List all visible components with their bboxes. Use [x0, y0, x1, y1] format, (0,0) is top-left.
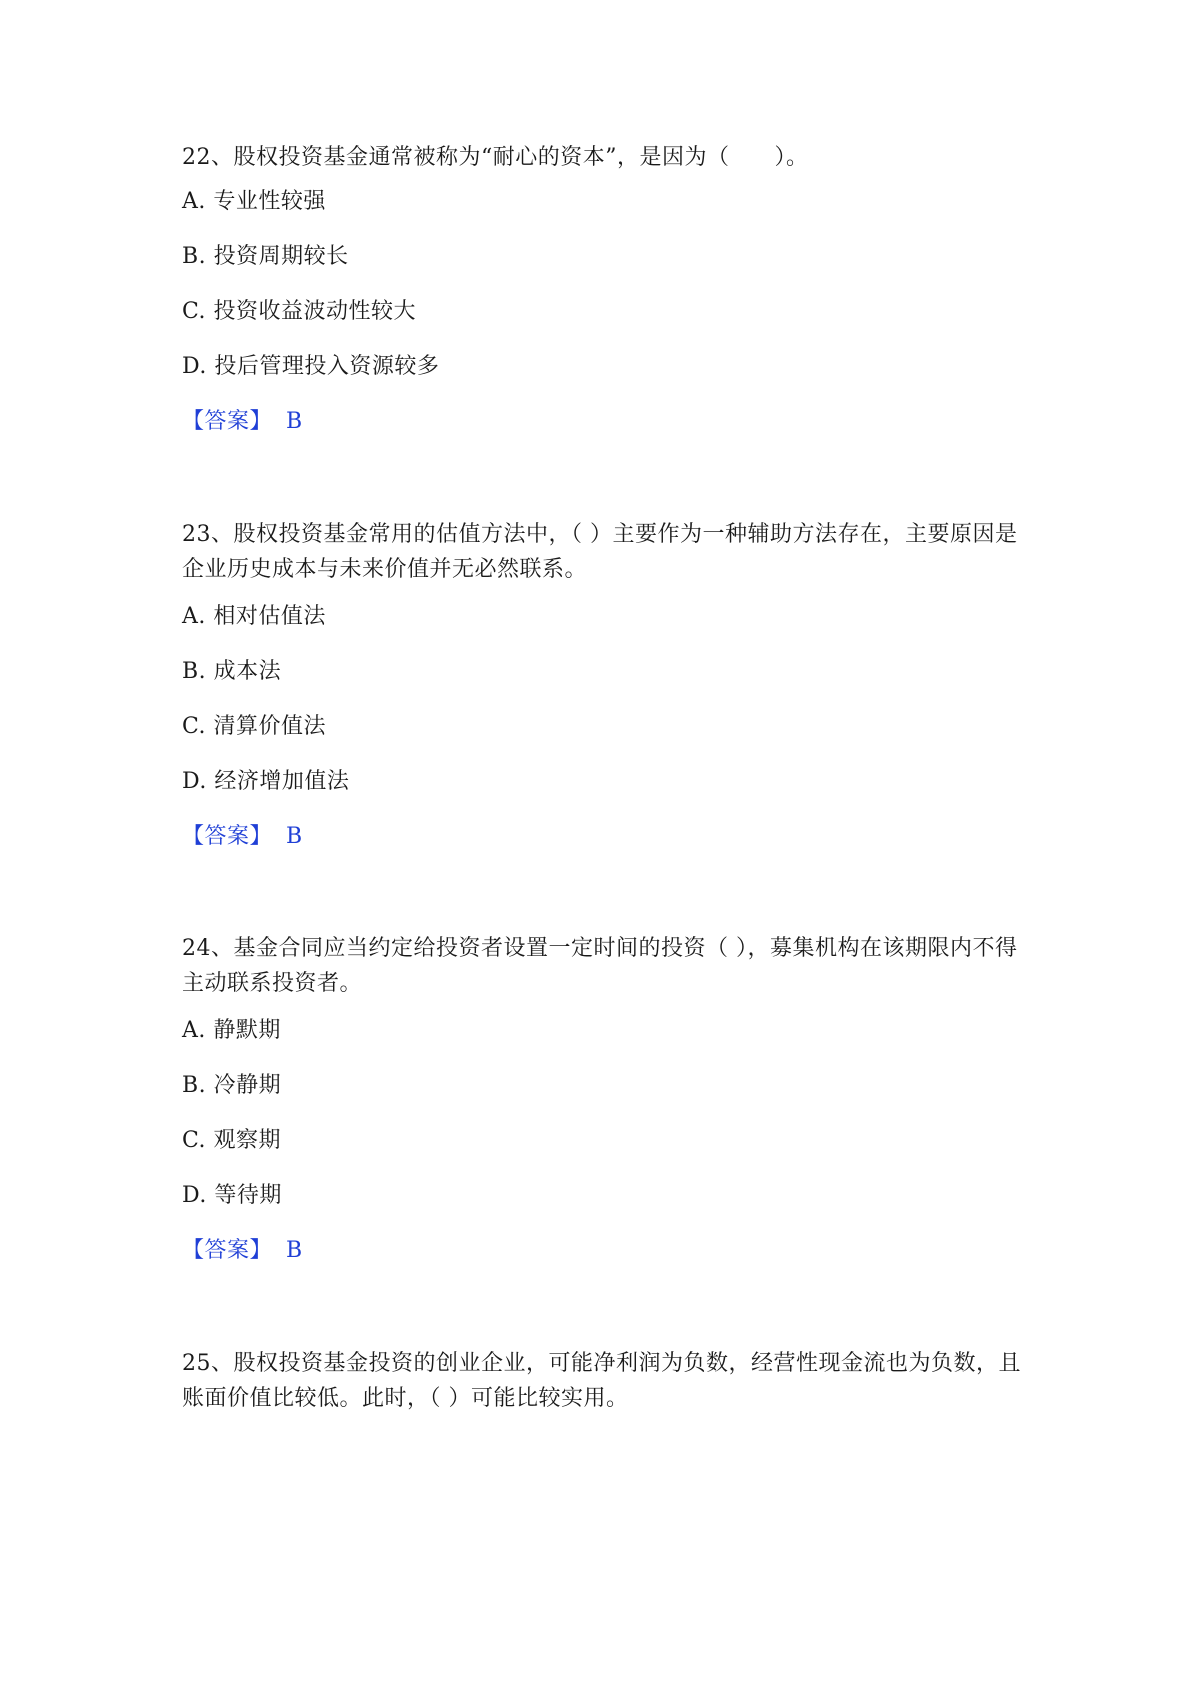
answer-line	[182, 1236, 303, 1266]
option-b: B. 投资周期较长	[182, 244, 349, 269]
option-c: C. 清算价值法	[182, 714, 327, 739]
option-a: A. 专业性较强	[182, 189, 326, 214]
answer-label: 【答案】	[182, 1238, 273, 1263]
option-d: D. 等待期	[182, 1183, 282, 1208]
question-25	[182, 1346, 1022, 1416]
option-b: B. 冷静期	[182, 1073, 282, 1098]
option-a: A. 静默期	[182, 1018, 281, 1043]
question-22	[182, 140, 1022, 434]
question-stem: 24、基金合同应当约定给投资者设置一定时间的投资（ ），募集机构在该期限内不得主动联系投资者。	[182, 936, 1018, 996]
answer-line	[182, 407, 303, 437]
option-c: C. 观察期	[182, 1128, 282, 1153]
question-23	[182, 517, 1022, 849]
answer-label: 【答案】	[182, 824, 273, 849]
question-24	[182, 931, 1022, 1263]
question-stem: 23、股权投资基金常用的估值方法中，（ ）主要作为一种辅助方法存在，主要原因是企业历史成本与未来价值并无必然联系。	[182, 522, 1018, 582]
answer-label: 【答案】	[182, 409, 273, 434]
answer-value: B	[286, 824, 303, 849]
option-a: A. 相对估值法	[182, 604, 326, 629]
question-stem: 22、股权投资基金通常被称为“耐心的资本”，是因为（ ）。	[182, 145, 809, 170]
answer-value: B	[286, 1238, 303, 1263]
option-d: D. 经济增加值法	[182, 769, 350, 794]
question-stem: 25、股权投资基金投资的创业企业，可能净利润为负数，经营性现金流也为负数，且账面价值比较低。此时，（ ）可能比较实用。	[182, 1351, 1021, 1411]
option-d: D. 投后管理投入资源较多	[182, 354, 440, 379]
answer-line	[182, 822, 303, 852]
answer-value: B	[286, 409, 303, 434]
option-c: C. 投资收益波动性较大	[182, 299, 417, 324]
option-b: B. 成本法	[182, 659, 282, 684]
